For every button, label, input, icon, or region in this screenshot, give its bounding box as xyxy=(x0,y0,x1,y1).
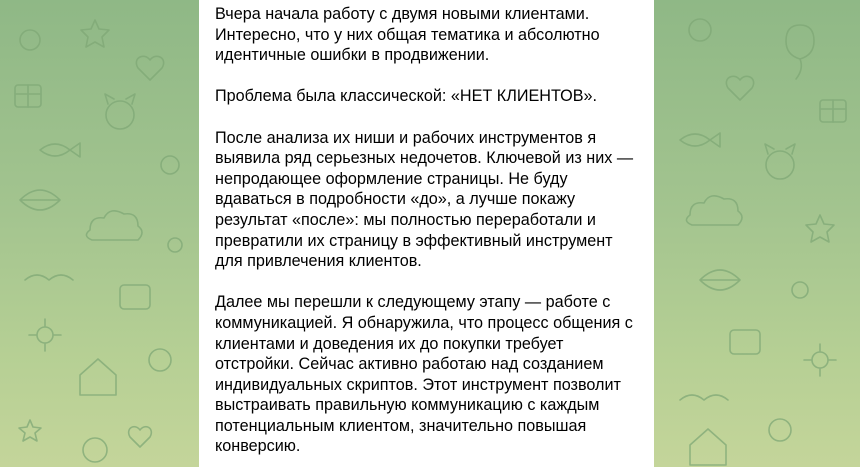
gift-doodle-icon xyxy=(15,85,41,107)
flower-doodle-icon xyxy=(29,319,61,351)
bubble-doodle-icon-2 xyxy=(792,282,808,298)
bird-doodle-icon xyxy=(25,275,73,280)
bird-doodle-icon-2 xyxy=(680,395,728,400)
heart-doodle-icon-3 xyxy=(726,76,753,100)
star-doodle-icon-2 xyxy=(19,420,41,441)
ball-doodle-icon xyxy=(20,30,40,50)
cat-doodle-icon xyxy=(106,101,134,129)
flower-doodle-icon-2 xyxy=(804,344,836,376)
box-doodle-icon-2 xyxy=(730,330,760,354)
heart-doodle-icon xyxy=(136,56,163,80)
house-doodle-icon-2 xyxy=(690,429,726,465)
balloon-doodle-icon xyxy=(786,25,814,79)
message-paragraph: Вчера начала работу с двумя новыми клиентами. Интересно, что у них общая тематика и абсолютно идентичные ошибки в продвижении. xyxy=(215,5,600,65)
cloud-doodle-icon xyxy=(86,211,142,240)
gift-doodle-icon-2 xyxy=(820,100,846,122)
message-paragraph: Проблема была классической: «НЕТ КЛИЕНТОВ». xyxy=(215,87,597,106)
ball-doodle-icon-5 xyxy=(769,419,791,441)
ball-doodle-icon-2 xyxy=(161,156,179,174)
ball-doodle-icon-3 xyxy=(149,349,171,371)
star-doodle-icon xyxy=(81,20,109,47)
star-doodle-icon-3 xyxy=(806,215,834,242)
cat-doodle-icon-3 xyxy=(766,151,794,179)
message-paragraph: После анализа их ниши и рабочих инструментов я выявила ряд серьезных недочетов. Ключевой из них — непродающее оформление страницы. Не буду вдаваться в подробности «до», а лучше покажу результат «после»: мы полностью переработали и превратили их страницу в эффективный инструмент для привлечения клиентов. xyxy=(215,128,634,271)
cat-doodle-icon-2 xyxy=(83,438,107,462)
box-doodle-icon xyxy=(120,285,150,309)
bubble-doodle-icon xyxy=(168,238,182,252)
message-paragraph: Далее мы перешли к следующему этапу — работе с коммуникацией. Я обнаружила, что процесс общения с клиентами и доведения их до покупки требует отстройки. Сейчас активно работаю над созданием индивидуальных скриптов. Этот инструмент позволит выстраивать правильную коммуникацию с каждым потенциальным клиентом, значительно повышая конверсию. xyxy=(215,293,633,456)
heart-doodle-icon-2 xyxy=(129,427,152,447)
leaf-doodle-icon-2 xyxy=(700,270,740,290)
message-bubble[interactable] xyxy=(199,0,654,467)
house-doodle-icon xyxy=(80,359,116,395)
ball-doodle-icon-4 xyxy=(689,19,711,41)
cloud-doodle-icon-2 xyxy=(686,196,742,225)
leaf-doodle-icon xyxy=(20,190,60,210)
fish-doodle-icon-2 xyxy=(680,133,720,147)
fish-doodle-icon xyxy=(40,143,80,157)
